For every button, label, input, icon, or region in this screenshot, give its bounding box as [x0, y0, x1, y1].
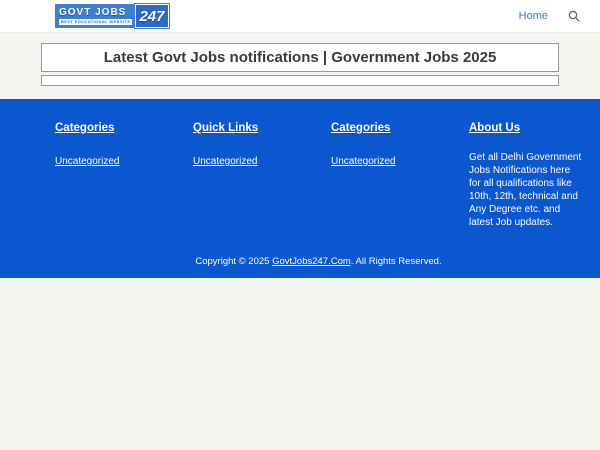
- logo-badge-247: 247: [135, 4, 168, 28]
- logo-tagline: BEST EDUCATIONAL WEBSITE: [61, 19, 131, 24]
- footer-heading: Categories: [331, 122, 391, 134]
- copyright: [55, 256, 582, 267]
- nav-home-link[interactable]: Home: [518, 10, 548, 22]
- logo-text-block: [55, 4, 135, 28]
- footer-link-uncategorized[interactable]: Uncategorized: [55, 156, 120, 167]
- footer-link-uncategorized[interactable]: Uncategorized: [331, 156, 396, 167]
- content-placeholder-box: [41, 75, 559, 86]
- copyright-suffix: . All Rights Reserved.: [350, 256, 442, 267]
- footer-heading: Categories: [55, 122, 115, 134]
- footer-column-about-us: [469, 122, 582, 229]
- footer-columns: [55, 122, 582, 229]
- copyright-prefix: Copyright © 2025: [195, 256, 273, 267]
- site-header: [0, 0, 600, 33]
- footer-link-uncategorized[interactable]: Uncategorized: [193, 156, 258, 167]
- site-logo[interactable]: [55, 4, 169, 28]
- logo-title: GOVT JOBS: [59, 7, 127, 18]
- page-title: Latest Govt Jobs notifications | Government Jobs 2025: [41, 43, 559, 72]
- footer-column-categories-1: [55, 122, 175, 229]
- copyright-site-link[interactable]: GovtJobs247.Com: [272, 256, 351, 267]
- footer-column-categories-2: [331, 122, 451, 229]
- footer-column-quick-links: [193, 122, 313, 229]
- main-content: [0, 33, 600, 86]
- search-icon[interactable]: [568, 10, 580, 22]
- footer-heading: About Us: [469, 122, 521, 134]
- header-nav: [519, 10, 580, 22]
- site-footer: [0, 99, 600, 278]
- footer-heading: Quick Links: [193, 122, 259, 134]
- about-us-text: Get all Delhi Government Jobs Notifications here for all qualifications like 10th, 12th, technical and Any Degree etc. and latest Job updates.: [469, 152, 582, 228]
